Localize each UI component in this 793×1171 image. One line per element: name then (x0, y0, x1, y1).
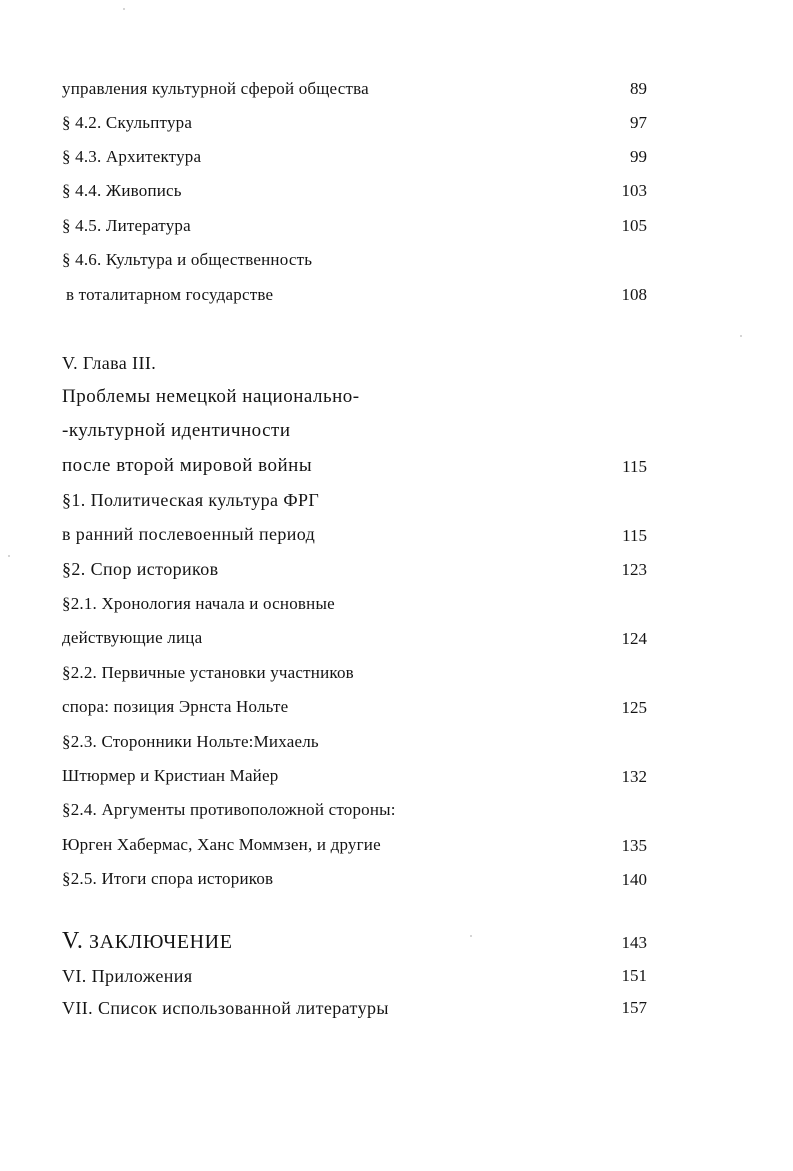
toc-page-number: 115 (622, 526, 647, 545)
toc-entry-text: спора: позиция Эрнста Нольте (62, 697, 289, 716)
scan-speck (8, 555, 10, 557)
toc-page-number: 123 (621, 560, 647, 579)
toc-page-number: 103 (621, 181, 647, 200)
toc-page-number: 135 (621, 836, 647, 855)
toc-page-number: 124 (621, 629, 647, 648)
toc-entry-text: Юрген Хабермас, Ханс Моммзен, и другие (62, 835, 381, 854)
toc-page-number: 140 (621, 870, 647, 889)
toc-entry-text: в тоталитарном государстве (66, 285, 274, 304)
toc-page-number: 108 (621, 285, 647, 304)
toc-page-number: 125 (621, 698, 647, 717)
toc-page-number: 97 (630, 113, 647, 132)
toc-page-number: 105 (621, 216, 647, 235)
toc-page-number: 99 (630, 147, 647, 166)
toc-entry-text: § 4.4. Живопись (62, 181, 182, 200)
appendix-heading: VI. Приложения (62, 966, 193, 986)
toc-entry-text: в ранний послевоенный период (62, 524, 316, 544)
toc-page-number: 115 (622, 457, 647, 476)
toc-entry-text: § 4.5. Литература (62, 216, 191, 235)
toc-entry-text: управления культурной сферой общества (62, 79, 369, 98)
toc-entry-text: § 4.6. Культура и общественность (62, 250, 313, 269)
scan-speck (123, 8, 125, 10)
toc-entry-text: §2.1. Хронология начала и основные (62, 594, 335, 613)
toc-entry-text: §2. Спор историков (62, 559, 219, 579)
toc-entry-text: действующие лица (62, 628, 203, 647)
toc-entry-text: §2.2. Первичные установки участников (62, 663, 354, 682)
scan-speck (470, 935, 472, 937)
conclusion-numeral: V. (62, 928, 84, 954)
conclusion-heading (62, 928, 233, 954)
toc-page-number: 143 (621, 933, 647, 952)
chapter-heading: V. Глава III. (62, 353, 157, 373)
chapter-title-line: после второй мировой войны (62, 455, 313, 476)
toc-entry-text: §2.5. Итоги спора историков (62, 869, 274, 888)
toc-page-number: 132 (621, 767, 647, 786)
scan-speck (740, 335, 742, 337)
toc-entry-text: § 4.2. Скульптура (62, 113, 193, 132)
conclusion-label: ЗАКЛЮЧЕНИЕ (83, 931, 233, 953)
bibliography-heading: VII. Список использованной литературы (62, 998, 389, 1018)
toc-entry-text: §1. Политическая культура ФРГ (62, 490, 320, 510)
toc-entry-text: §2.3. Сторонники Нольте:Михаель (62, 732, 319, 751)
chapter-title-line: Проблемы немецкой национально- (62, 386, 360, 407)
toc-entry-text: §2.4. Аргументы противоположной стороны: (62, 800, 396, 819)
toc-page-number: 157 (621, 998, 647, 1017)
chapter-title-line: -культурной идентичности (62, 420, 291, 441)
toc-entry-text: § 4.3. Архитектура (62, 147, 202, 166)
toc-entry-text: Штюрмер и Кристиан Майер (62, 766, 279, 785)
toc-page-number: 151 (621, 966, 647, 985)
toc-page-number: 89 (630, 79, 647, 98)
